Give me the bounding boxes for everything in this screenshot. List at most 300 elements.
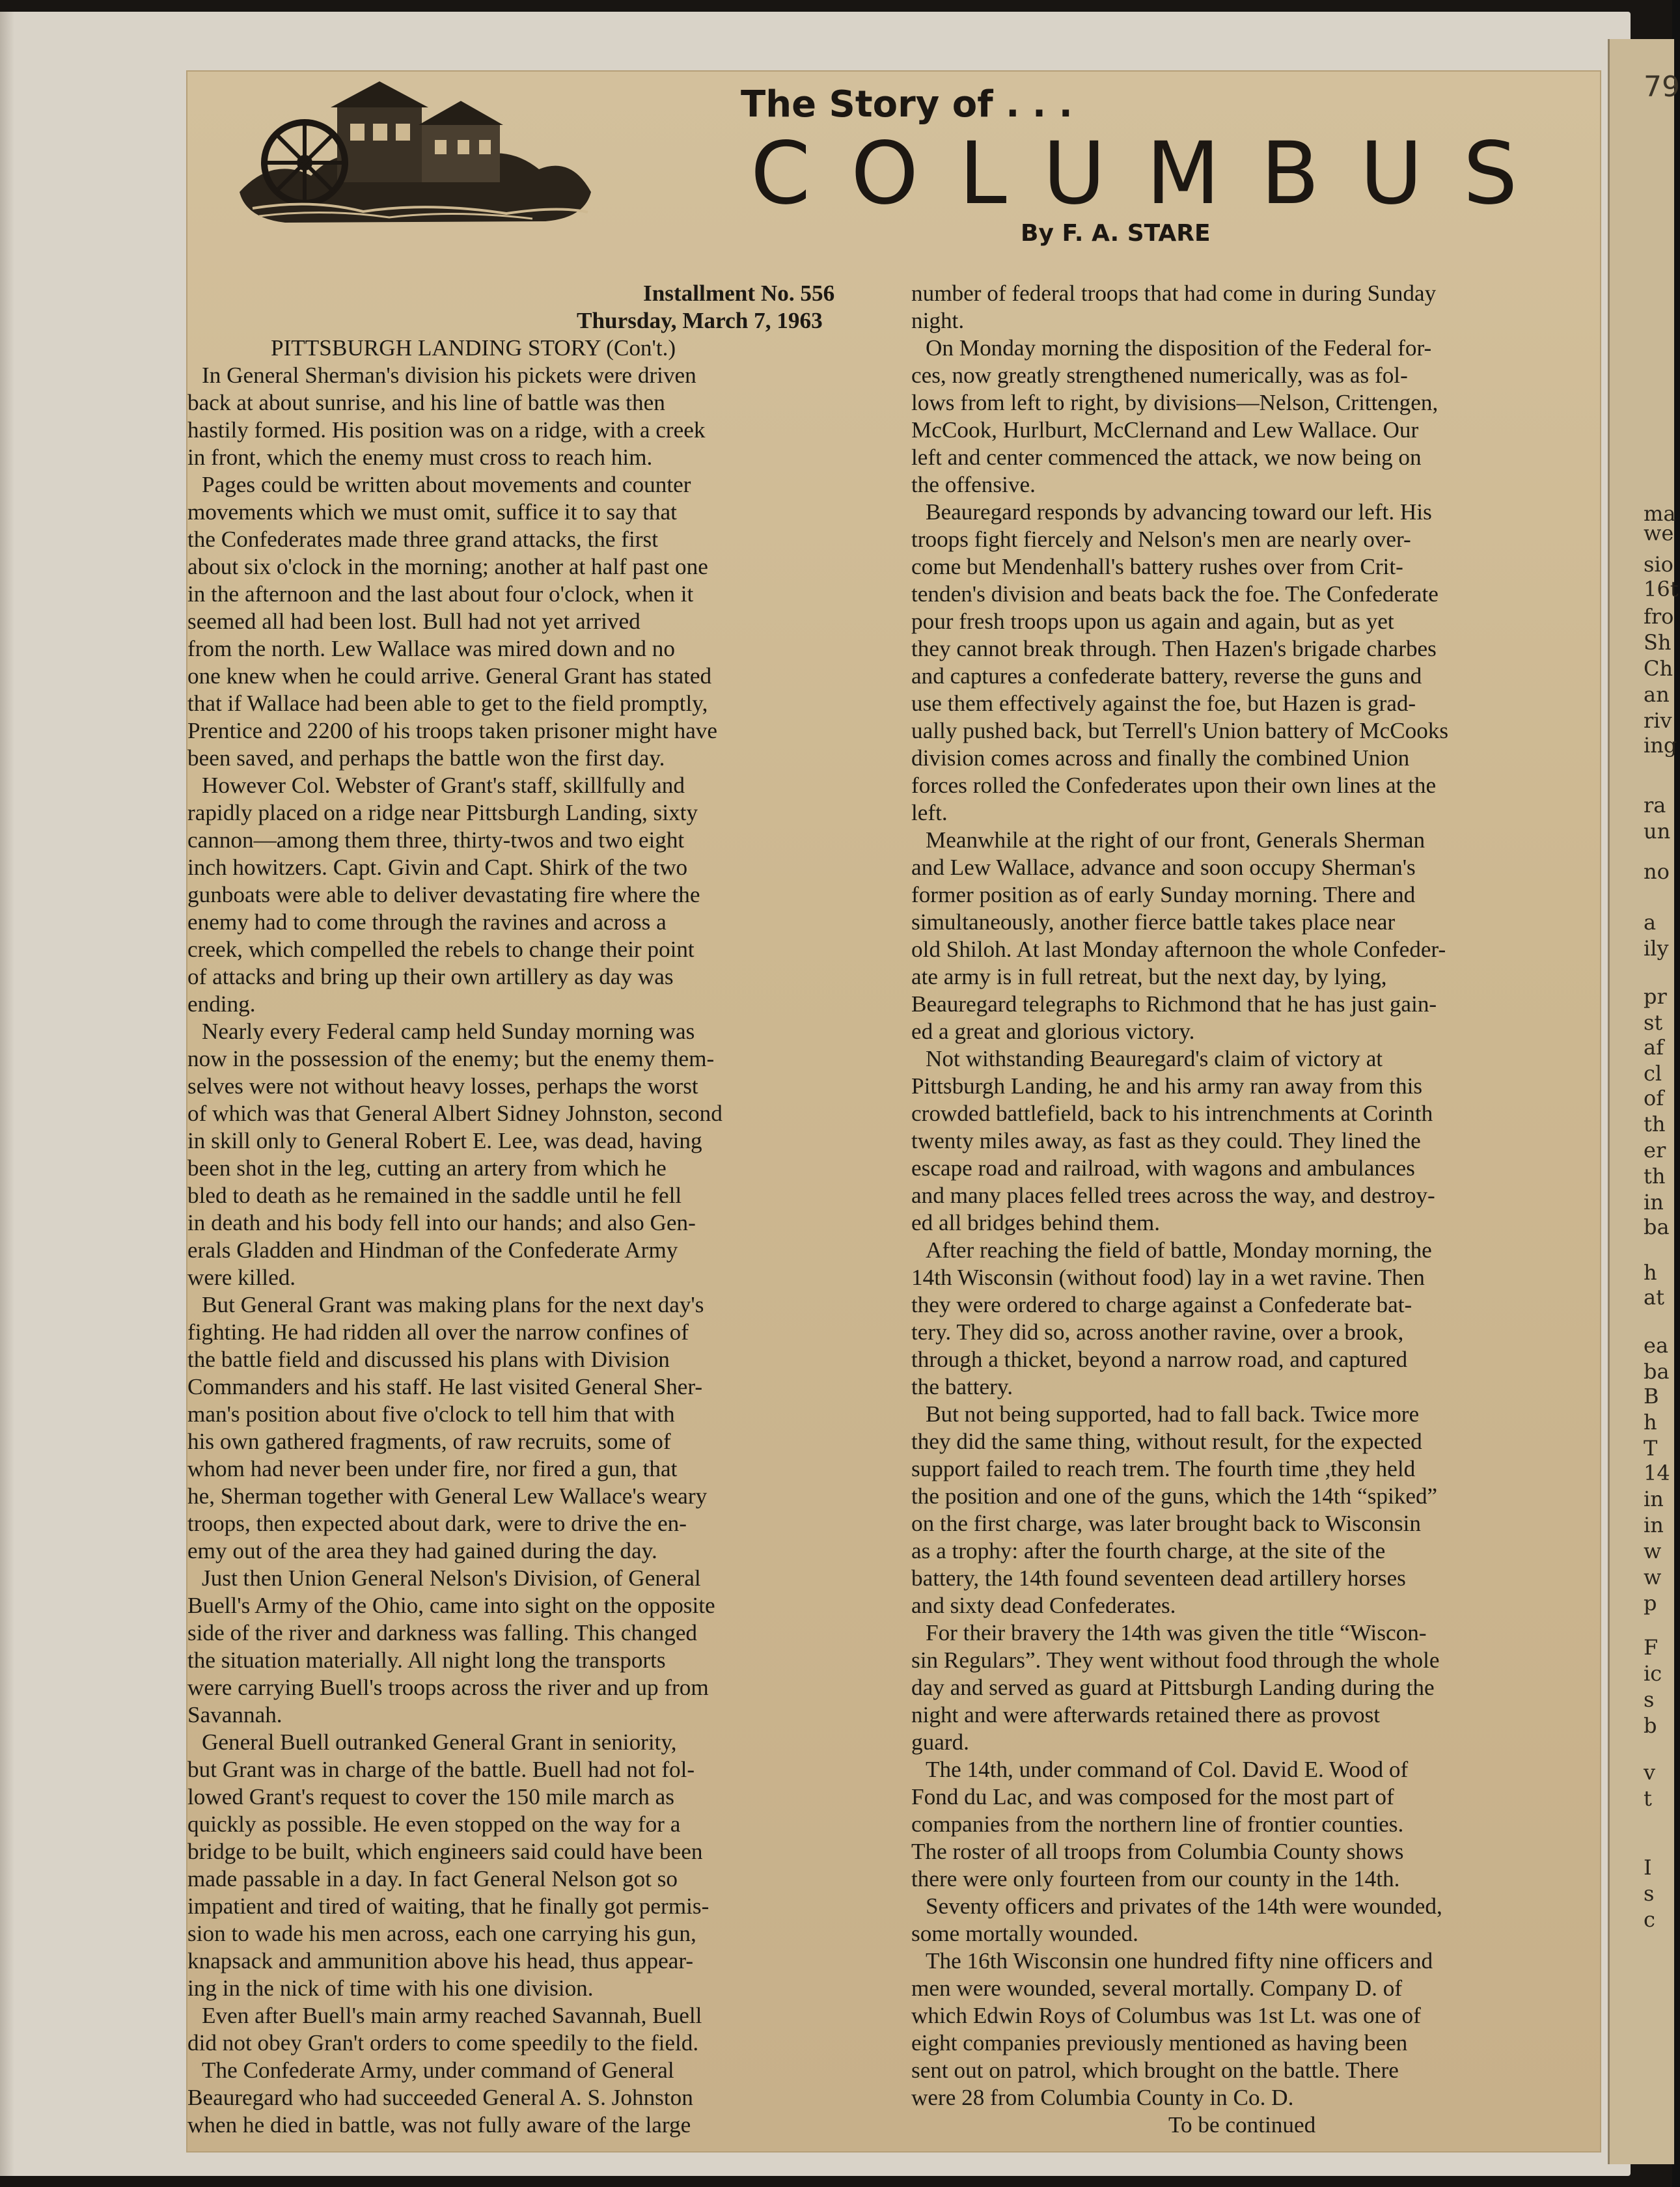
line-text: crowded battlefield, back to his intrenchments at Corinth: [911, 1101, 1433, 1126]
line-text: Not withstanding Beauregard's claim of victory at: [926, 1046, 1383, 1071]
text-line: [911, 307, 1585, 335]
text-line: [911, 663, 1585, 690]
line-text: about six o'clock in the morning; another at half past one: [187, 554, 708, 579]
text-line: [911, 1756, 1585, 1783]
text-line: [911, 1483, 1585, 1510]
adjacent-page-text: 16t: [1644, 577, 1679, 601]
text-line: [911, 690, 1585, 717]
line-text: the situation materially. All night long the transports: [187, 1647, 666, 1673]
mill-woodcut-illustration: [233, 78, 598, 228]
adjacent-page-text: c: [1644, 1907, 1655, 1932]
line-text: ed all bridges behind them.: [911, 1210, 1161, 1235]
text-line: [911, 1811, 1585, 1838]
adjacent-page-text: ba: [1644, 1215, 1670, 1239]
text-line: [187, 1428, 871, 1455]
text-line: [911, 991, 1585, 1018]
line-text: and sixty dead Confederates.: [911, 1593, 1176, 1618]
line-text: But General Grant was making plans for the next day's: [202, 1292, 704, 1317]
line-text: To be continued: [1168, 2112, 1316, 2138]
text-line: [187, 963, 871, 991]
text-line: [911, 1264, 1585, 1291]
line-text: For their bravery the 14th was given the title “Wiscon-: [926, 1620, 1427, 1645]
adjacent-page-text: 14: [1644, 1461, 1670, 1485]
line-text: number of federal troops that had come in during Sunday: [911, 281, 1437, 306]
text-line: [187, 471, 871, 499]
text-line: [911, 1947, 1585, 1975]
text-line: [187, 1592, 871, 1619]
text-line: [187, 1647, 871, 1674]
text-line: [911, 499, 1585, 526]
line-text: night.: [911, 308, 965, 333]
text-line: [187, 1319, 871, 1346]
text-line: [911, 1893, 1585, 1920]
text-line: [187, 1373, 871, 1401]
text-line: [911, 2057, 1585, 2084]
text-line: [911, 1073, 1585, 1100]
text-line: [187, 1565, 871, 1592]
adjacent-page-text: Sh: [1644, 630, 1672, 655]
text-line: [911, 1045, 1585, 1073]
adjacent-page-text: fro: [1644, 604, 1674, 629]
text-line: [911, 799, 1585, 827]
line-text: Savannah.: [187, 1702, 282, 1727]
adjacent-page-text: th: [1644, 1164, 1666, 1189]
text-line: [187, 2002, 871, 2029]
text-line: [911, 1155, 1585, 1182]
adjacent-page-text: st: [1644, 1010, 1663, 1035]
text-line: [911, 1182, 1585, 1209]
text-line: [911, 1291, 1585, 1319]
line-text: Even after Buell's main army reached Savannah, Buell: [202, 2003, 702, 2028]
adjacent-page-text: cl: [1644, 1061, 1662, 1086]
text-line: [911, 1920, 1585, 1947]
line-text: whom had never been under fire, nor fired a gun, that: [187, 1456, 678, 1481]
text-line: [187, 717, 871, 745]
line-text: in death and his body fell into our hands; and also Gen-: [187, 1210, 696, 1235]
text-line: [187, 1838, 871, 1865]
line-text: simultaneously, another fierce battle takes place near: [911, 909, 1396, 935]
line-text: inch howitzers. Capt. Givin and Capt. Shirk of the two: [187, 855, 688, 880]
text-line: [911, 1455, 1585, 1483]
line-text: now in the possession of the enemy; but the enemy them-: [187, 1046, 715, 1071]
feature-title: COLUMBUS: [750, 124, 1558, 224]
text-line: [187, 1291, 871, 1319]
line-text: and many places felled trees across the way, and destroy-: [911, 1183, 1435, 1208]
line-text: Installment No. 556: [643, 281, 835, 306]
text-line: [911, 1319, 1585, 1346]
line-text: been shot in the leg, cutting an artery from which he: [187, 1155, 667, 1181]
line-text: Buell's Army of the Ohio, came into sight on the opposite: [187, 1593, 715, 1618]
text-line: [187, 1920, 871, 1947]
text-line: [187, 1100, 871, 1127]
line-text: McCook, Hurlburt, McClernand and Lew Wallace. Our: [911, 417, 1419, 443]
text-line: [187, 499, 871, 526]
adjacent-page-text: Ch: [1644, 656, 1673, 681]
line-text: ces, now greatly strengthened numerically, was as fol-: [911, 363, 1408, 388]
line-text: were carrying Buell's troops across the river and up from: [187, 1675, 709, 1700]
adjacent-page-text: T: [1644, 1436, 1658, 1461]
line-text: erals Gladden and Hindman of the Confederate Army: [187, 1237, 678, 1263]
adjacent-page-text: I: [1644, 1855, 1652, 1880]
line-text: companies from the northern line of frontier counties.: [911, 1811, 1404, 1837]
line-text: lows from left to right, by divisions—Nelson, Crittengen,: [911, 390, 1439, 415]
line-text: rapidly placed on a ridge near Pittsburgh Landing, sixty: [187, 800, 698, 825]
line-text: day and served as guard at Pittsburgh Landing during the: [911, 1675, 1435, 1700]
text-line: [911, 553, 1585, 581]
text-line: [911, 1592, 1585, 1619]
text-line: [187, 2057, 871, 2084]
text-line: [187, 1182, 871, 1209]
line-text: PITTSBURGH LANDING STORY (Con't.): [271, 335, 676, 361]
text-line: [911, 1865, 1585, 1893]
line-text: left and center commenced the attack, we now being on: [911, 445, 1422, 470]
text-line: [187, 1455, 871, 1483]
line-text: night and were afterwards retained there as provost: [911, 1702, 1381, 1727]
adjacent-page-text: h: [1644, 1260, 1657, 1285]
line-text: bled to death as he remained in the saddle until he fell: [187, 1183, 682, 1208]
line-text: In General Sherman's division his pickets were driven: [202, 363, 696, 388]
line-text: Beauregard telegraphs to Richmond that he has just gain-: [911, 991, 1437, 1017]
adjacent-page-text: in: [1644, 1513, 1664, 1537]
adjacent-page-text: t: [1644, 1786, 1652, 1811]
line-text: former position as of early Sunday morning. There and: [911, 882, 1416, 907]
text-line: [911, 1373, 1585, 1401]
text-line: [187, 991, 871, 1018]
adjacent-page-text: at: [1644, 1285, 1664, 1310]
text-line: [911, 362, 1585, 389]
text-line: [187, 553, 871, 581]
line-text: from the north. Lew Wallace was mired down and no: [187, 636, 675, 661]
text-line: [911, 2111, 1585, 2139]
line-text: the offensive.: [911, 472, 1036, 497]
line-text: escape road and railroad, with wagons and ambulances: [911, 1155, 1415, 1181]
line-text: and captures a confederate battery, reverse the guns and: [911, 663, 1422, 689]
line-text: gunboats were able to deliver devastating fire where the: [187, 882, 700, 907]
line-text: knapsack and ammunition above his head, thus appear-: [187, 1948, 694, 1974]
text-line: [911, 1018, 1585, 1045]
line-text: tery. They did so, across another ravine, over a brook,: [911, 1319, 1404, 1345]
text-line: [911, 717, 1585, 745]
masthead: [187, 72, 1600, 286]
line-text: tenden's division and beats back the foe. The Confederate: [911, 581, 1439, 607]
text-line: [911, 526, 1585, 553]
line-text: sent out on patrol, which brought on the battle. There: [911, 2057, 1399, 2083]
line-text: movements which we must omit, suffice it to say that: [187, 499, 677, 525]
text-line: [911, 854, 1585, 881]
adjacent-page-text: sio: [1644, 552, 1673, 577]
text-line: [911, 635, 1585, 663]
newspaper-clipping: [187, 72, 1600, 2151]
text-line: [187, 881, 871, 909]
text-line: [187, 1537, 871, 1565]
line-text: division comes across and finally the combined Union: [911, 745, 1410, 771]
line-text: quickly as possible. He even stopped on the way for a: [187, 1811, 681, 1837]
adjacent-page-text: of: [1644, 1086, 1664, 1110]
line-text: General Buell outranked General Grant in seniority,: [202, 1729, 677, 1755]
line-text: support failed to reach trem. The fourth time ,they held: [911, 1456, 1416, 1481]
line-text: and Lew Wallace, advance and soon occupy Sherman's: [911, 855, 1416, 880]
series-title: The Story of . . .: [741, 83, 1073, 126]
text-line: [911, 417, 1585, 444]
line-text: did not obey Gran't orders to come speedily to the field.: [187, 2030, 699, 2056]
adjacent-page-text: pr: [1644, 984, 1667, 1009]
line-text: impatient and tired of waiting, that he finally got permis-: [187, 1893, 709, 1919]
adjacent-page-text: w: [1644, 1539, 1662, 1563]
line-text: However Col. Webster of Grant's staff, skillfully and: [202, 773, 685, 798]
line-text: The 14th, under command of Col. David E. Wood of: [926, 1757, 1409, 1782]
text-line: [911, 335, 1585, 362]
line-text: the Confederates made three grand attacks, the first: [187, 527, 658, 552]
line-text: hastily formed. His position was on a ridge, with a creek: [187, 417, 706, 443]
adjacent-page-text: s: [1644, 1687, 1655, 1712]
adjacent-page-strip: [1608, 39, 1679, 2164]
line-text: fighting. He had ridden all over the narrow confines of: [187, 1319, 689, 1345]
text-line: [187, 362, 871, 389]
text-line: [911, 1838, 1585, 1865]
line-text: as a trophy: after the fourth charge, at the site of the: [911, 1538, 1386, 1563]
line-text: But not being supported, had to fall back. Twice more: [926, 1401, 1420, 1427]
line-text: old Shiloh. At last Monday afternoon the whole Confeder-: [911, 937, 1446, 962]
line-text: come but Mendenhall's battery rushes over from Crit-: [911, 554, 1403, 579]
line-text: he, Sherman together with General Lew Wallace's weary: [187, 1483, 708, 1509]
text-line: [187, 608, 871, 635]
line-text: side of the river and darkness was falling. This changed: [187, 1620, 698, 1645]
text-line: [187, 1701, 871, 1729]
line-text: troops fight fiercely and Nelson's men are nearly over-: [911, 527, 1411, 552]
text-line: [187, 280, 871, 307]
line-text: of attacks and bring up their own artillery as day was: [187, 964, 674, 989]
line-text: enemy had to come through the ravines and across a: [187, 909, 667, 935]
adjacent-page-text: ma: [1644, 501, 1676, 526]
line-text: Pages could be written about movements and counter: [202, 472, 691, 497]
adjacent-page-text: riv: [1644, 708, 1672, 733]
adjacent-page-text: ic: [1644, 1661, 1662, 1686]
text-line: [911, 1127, 1585, 1155]
text-line: [911, 608, 1585, 635]
line-text: the battery.: [911, 1374, 1013, 1399]
adjacent-page-text: we: [1644, 521, 1674, 545]
text-line: [187, 1865, 871, 1893]
text-line: [911, 1510, 1585, 1537]
line-text: one knew when he could arrive. General Grant has stated: [187, 663, 712, 689]
line-text: The Confederate Army, under command of General: [202, 2057, 674, 2083]
text-line: [187, 635, 871, 663]
line-text: that if Wallace had been able to get to the field promptly,: [187, 691, 708, 716]
text-line: [911, 1401, 1585, 1428]
line-text: creek, which compelled the rebels to change their point: [187, 937, 695, 962]
text-line: [187, 1729, 871, 1756]
text-line: [911, 1701, 1585, 1729]
line-text: of which was that General Albert Sidney Johnston, second: [187, 1101, 723, 1126]
adjacent-page-text: s: [1644, 1881, 1655, 1906]
line-text: The 16th Wisconsin one hundred fifty nine officers and: [926, 1948, 1433, 1974]
text-line: [187, 1756, 871, 1783]
page-edge: [0, 12, 14, 2176]
text-line: [911, 1674, 1585, 1701]
text-line: [911, 909, 1585, 936]
line-text: back at about sunrise, and his line of battle was then: [187, 390, 665, 415]
line-text: battery, the 14th found seventeen dead artillery horses: [911, 1565, 1406, 1591]
adjacent-page-text: w: [1644, 1565, 1662, 1589]
text-line: [187, 1401, 871, 1428]
text-line: [187, 389, 871, 417]
adjacent-page-text: v: [1644, 1760, 1656, 1785]
text-line: [187, 2084, 871, 2111]
line-text: were 28 from Columbia County in Co. D.: [911, 2085, 1294, 2110]
text-line: [911, 881, 1585, 909]
adjacent-page-text: th: [1644, 1112, 1666, 1136]
line-text: in the afternoon and the last about four o'clock, when it: [187, 581, 694, 607]
text-line: [187, 1209, 871, 1237]
text-line: [911, 745, 1585, 772]
adjacent-page-text: ba: [1644, 1359, 1670, 1384]
text-line: [911, 1209, 1585, 1237]
text-line: [187, 690, 871, 717]
text-line: [187, 1674, 871, 1701]
text-line: [911, 827, 1585, 854]
text-line: [187, 1893, 871, 1920]
text-line: [187, 799, 871, 827]
text-line: [911, 1346, 1585, 1373]
text-line: [911, 1537, 1585, 1565]
line-text: been saved, and perhaps the battle won the first day.: [187, 745, 665, 771]
text-line: [187, 1264, 871, 1291]
line-text: on the first charge, was later brought back to Wisconsin: [911, 1511, 1421, 1536]
text-line: [187, 1018, 871, 1045]
line-text: in front, which the enemy must cross to reach him.: [187, 445, 653, 470]
adjacent-page-text: ing: [1644, 733, 1677, 758]
line-text: Meanwhile at the right of our front, Generals Sherman: [926, 827, 1425, 853]
line-text: left.: [911, 800, 948, 825]
text-line: [187, 772, 871, 799]
line-text: Thursday, March 7, 1963: [577, 308, 823, 333]
line-text: selves were not without heavy losses, perhaps the worst: [187, 1073, 698, 1099]
line-text: eight companies previously mentioned as having been: [911, 2030, 1408, 2056]
text-line: [187, 1237, 871, 1264]
line-text: pour fresh troops upon us again and again, but as yet: [911, 609, 1394, 634]
line-text: when he died in battle, was not fully aware of the large: [187, 2112, 691, 2138]
line-text: the position and one of the guns, which the 14th “spiked”: [911, 1483, 1438, 1509]
adjacent-page-number: 79: [1644, 70, 1680, 103]
adjacent-page-text: an: [1644, 682, 1670, 707]
line-text: twenty miles away, as fast as they could. They lined the: [911, 1128, 1421, 1153]
text-line: [187, 1975, 871, 2002]
line-text: sion to wade his men across, each one carrying his gun,: [187, 1921, 696, 1946]
adjacent-page-text: F: [1644, 1635, 1659, 1660]
adjacent-page-text: ea: [1644, 1333, 1669, 1358]
line-text: Commanders and his staff. He last visited General Sher-: [187, 1374, 703, 1399]
text-line: [187, 1483, 871, 1510]
text-line: [911, 581, 1585, 608]
adjacent-page-text: er: [1644, 1138, 1666, 1162]
right-column: [911, 280, 1585, 2139]
adjacent-page-text: in: [1644, 1487, 1664, 1511]
text-line: [911, 1237, 1585, 1264]
text-line: [911, 444, 1585, 471]
text-line: [911, 1565, 1585, 1592]
line-text: the battle field and discussed his plans with Division: [187, 1347, 670, 1372]
line-text: Beauregard who had succeeded General A. S. Johnston: [187, 2085, 693, 2110]
line-text: Fond du Lac, and was composed for the most part of: [911, 1784, 1394, 1809]
line-text: On Monday morning the disposition of the Federal for-: [926, 335, 1432, 361]
text-line: [911, 1783, 1585, 1811]
line-text: were killed.: [187, 1265, 296, 1290]
text-line: [187, 1811, 871, 1838]
line-text: emy out of the area they had gained during the day.: [187, 1538, 657, 1563]
text-line: [911, 963, 1585, 991]
adjacent-page-text: un: [1644, 819, 1671, 844]
text-line: [187, 909, 871, 936]
text-line: [187, 854, 871, 881]
line-text: ing in the nick of time with his one division.: [187, 1975, 594, 2001]
text-line: [911, 389, 1585, 417]
text-line: [187, 1073, 871, 1100]
text-line: [911, 2029, 1585, 2057]
text-line: [911, 1647, 1585, 1674]
text-line: [911, 1729, 1585, 1756]
text-line: [187, 2111, 871, 2139]
line-text: some mortally wounded.: [911, 1921, 1138, 1946]
text-line: [911, 772, 1585, 799]
line-text: men were wounded, several mortally. Company D. of: [911, 1975, 1403, 2001]
text-line: [187, 444, 871, 471]
text-line: [187, 526, 871, 553]
text-line: [911, 2084, 1585, 2111]
line-text: Just then Union General Nelson's Division, of General: [202, 1565, 701, 1591]
text-line: [911, 1975, 1585, 2002]
adjacent-page-text: B: [1644, 1384, 1659, 1409]
left-column: [187, 280, 871, 2139]
text-line: [187, 1346, 871, 1373]
text-line: [187, 1045, 871, 1073]
line-text: 14th Wisconsin (without food) lay in a wet ravine. Then: [911, 1265, 1425, 1290]
text-line: [911, 1619, 1585, 1647]
adjacent-page-text: a: [1644, 910, 1657, 935]
text-line: [187, 307, 871, 335]
adjacent-page-text: ra: [1644, 793, 1666, 818]
text-line: [187, 936, 871, 963]
text-line: [911, 280, 1585, 307]
line-text: Pittsburgh Landing, he and his army ran away from this: [911, 1073, 1423, 1099]
line-text: Prentice and 2200 of his troops taken prisoner might have: [187, 718, 718, 743]
text-line: [911, 936, 1585, 963]
text-line: [187, 1783, 871, 1811]
line-text: his own gathered fragments, of raw recruits, some of: [187, 1429, 671, 1454]
text-line: [187, 1155, 871, 1182]
line-text: cannon—among them three, thirty-twos and two eight: [187, 827, 685, 853]
text-line: [187, 581, 871, 608]
line-text: forces rolled the Confederates upon their own lines at the: [911, 773, 1437, 798]
line-text: sin Regulars”. They went without food through the whole: [911, 1647, 1440, 1673]
line-text: ed a great and glorious victory.: [911, 1019, 1195, 1044]
text-line: [911, 471, 1585, 499]
text-line: [911, 2002, 1585, 2029]
adjacent-page-text: af: [1644, 1035, 1664, 1060]
line-text: they did the same thing, without result, for the expected: [911, 1429, 1422, 1454]
text-line: [911, 1100, 1585, 1127]
text-line: [187, 1510, 871, 1537]
line-text: troops, then expected about dark, were to drive the en-: [187, 1511, 687, 1536]
line-text: guard.: [911, 1729, 969, 1755]
line-text: made passable in a day. In fact General Nelson got so: [187, 1866, 678, 1891]
line-text: Seventy officers and privates of the 14th were wounded,: [926, 1893, 1442, 1919]
adjacent-page-text: b: [1644, 1713, 1657, 1738]
line-text: ually pushed back, but Terrell's Union battery of McCooks: [911, 718, 1449, 743]
text-line: [187, 335, 871, 362]
text-line: [911, 1428, 1585, 1455]
line-text: there were only fourteen from our county in the 14th.: [911, 1866, 1400, 1891]
adjacent-page-text: no: [1644, 859, 1670, 884]
